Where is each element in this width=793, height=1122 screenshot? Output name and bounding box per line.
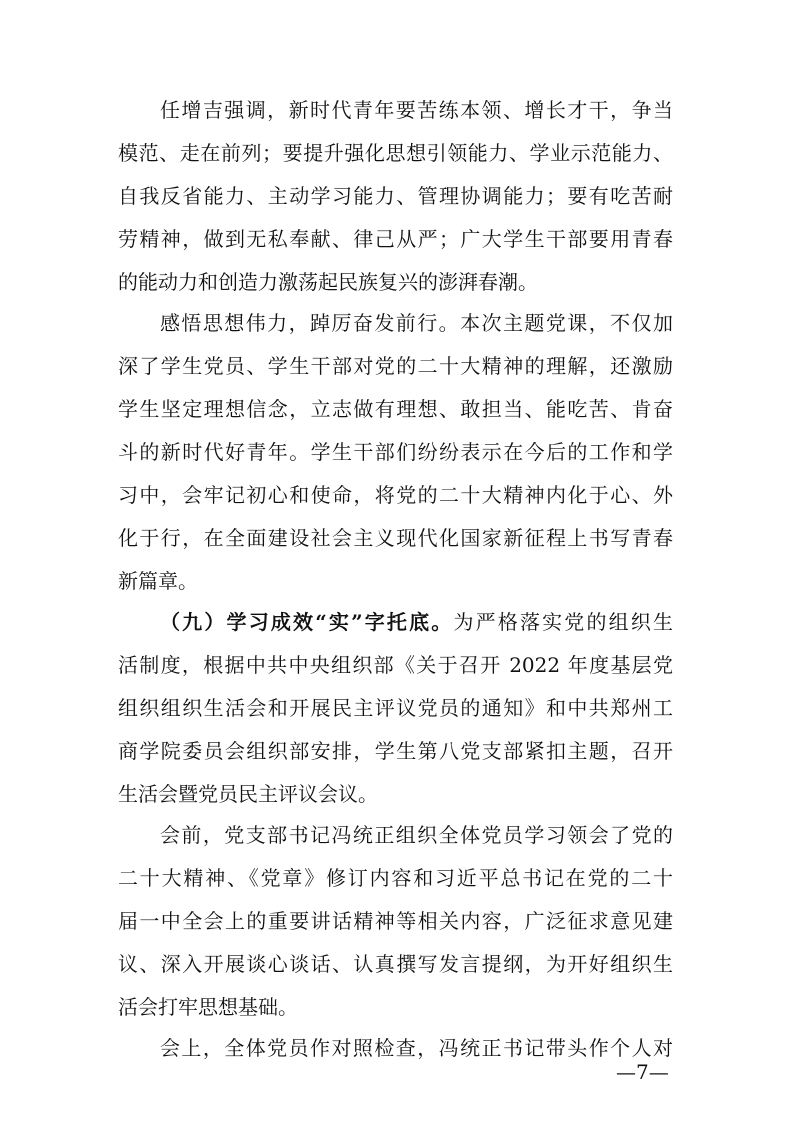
paragraph-3-line-4: 商学院委员会组织部安排，学生第八党支部紧扣主题，召开 (118, 739, 673, 763)
paragraph-2-line-1: 感悟思想伟力，踔厉奋发前行。本次主题党课，不仅加 (160, 311, 673, 335)
page-number: —7— (616, 1060, 669, 1084)
section-heading: （九）学习成效“实”字托底。 (160, 610, 454, 634)
paragraph-2-line-7: 新篇章。 (118, 569, 198, 593)
paragraph-4-line-2: 二十大精神、《党章》修订内容和习近平总书记在党的二十 (118, 866, 673, 890)
paragraph-4-line-5: 活会打牢思想基础。 (118, 995, 298, 1019)
paragraph-1-line-3: 自我反省能力、主动学习能力、管理协调能力；要有吃苦耐 (118, 184, 673, 208)
paragraph-4-line-1: 会前，党支部书记冯统正组织全体党员学习领会了党的 (160, 823, 673, 847)
paragraph-2-line-5: 习中，会牢记初心和使命，将党的二十大精神内化于心、外 (118, 483, 673, 507)
paragraph-1-line-2: 模范、走在前列；要提升强化思想引领能力、学业示范能力、 (118, 141, 673, 165)
paragraph-1-line-5: 的能动力和创造力激荡起民族复兴的澎湃春潮。 (118, 270, 538, 294)
paragraph-1-line-4: 劳精神，做到无私奉献、律己从严；广大学生干部要用青春 (118, 227, 673, 251)
paragraph-3-line-1 (160, 610, 673, 634)
paragraph-2-line-6: 化于行，在全面建设社会主义现代化国家新征程上书写青春 (118, 526, 673, 550)
paragraph-3-line-1-rest: 为严格落实党的组织生 (453, 610, 673, 634)
paragraph-1-line-1: 任增吉强调，新时代青年要苦练本领、增长才干，争当 (160, 98, 673, 122)
paragraph-2-line-3: 学生坚定理想信念，立志做有理想、敢担当、能吃苦、肯奋 (118, 397, 673, 421)
paragraph-3-line-5: 生活会暨党员民主评议会议。 (118, 782, 378, 806)
paragraph-5-line-1: 会上，全体党员作对照检查，冯统正书记带头作个人对 (160, 1036, 673, 1060)
paragraph-2-line-4: 斗的新时代好青年。学生干部们纷纷表示在今后的工作和学 (118, 440, 673, 464)
paragraph-2-line-2: 深了学生党员、学生干部对党的二十大精神的理解，还激励 (118, 354, 673, 378)
paragraph-3-line-2: 活制度，根据中共中央组织部《关于召开 2022 年度基层党 (118, 653, 673, 677)
paragraph-3-line-3: 组织组织生活会和开展民主评议党员的通知》和中共郑州工 (118, 696, 673, 720)
paragraph-4-line-4: 议、深入开展谈心谈话、认真撰写发言提纲，为开好组织生 (118, 952, 673, 976)
paragraph-4-line-3: 届一中全会上的重要讲话精神等相关内容，广泛征求意见建 (118, 909, 673, 933)
